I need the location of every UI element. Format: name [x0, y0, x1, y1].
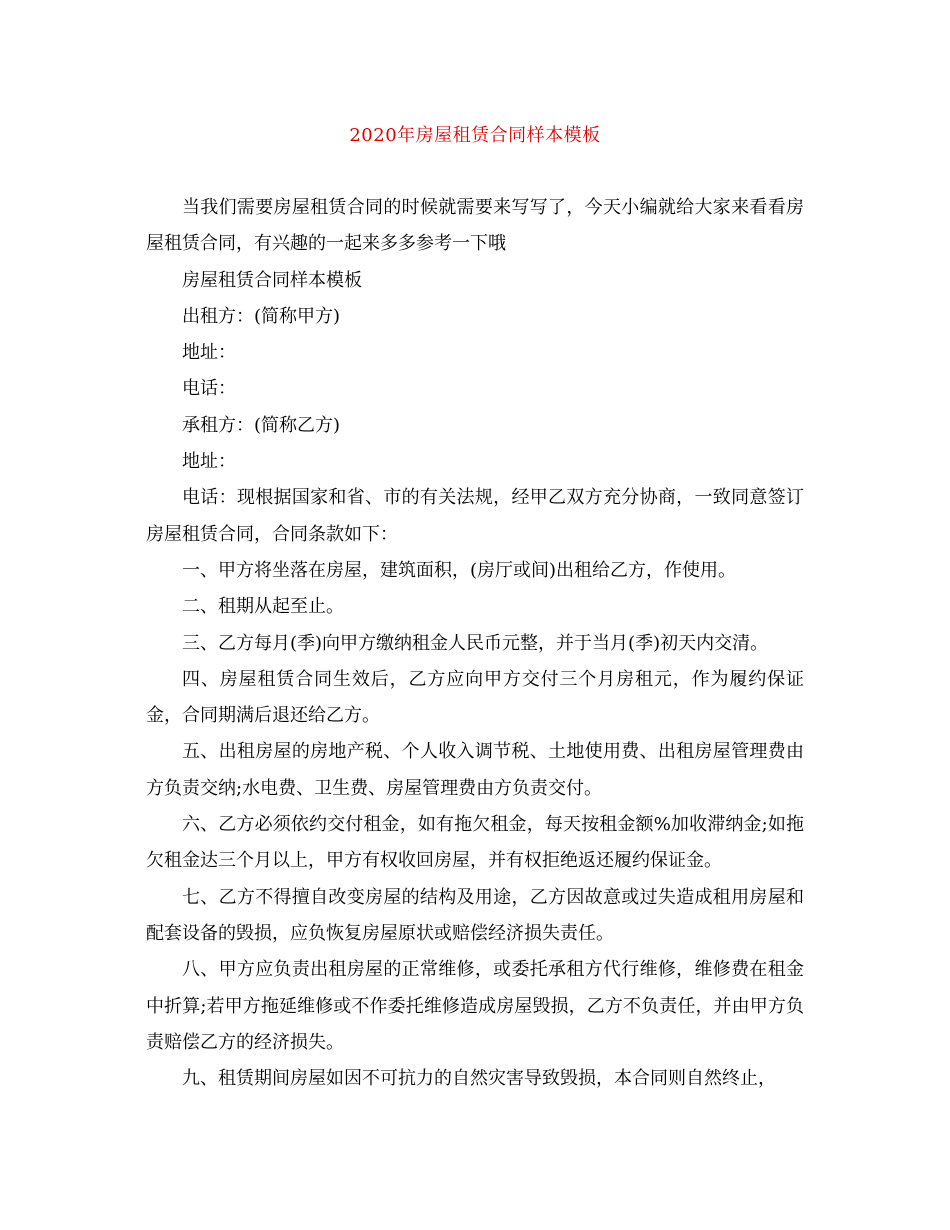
paragraph-clause-1: 一、甲方将坐落在房屋，建筑面积，(房厅或间)出租给乙方，作使用。 — [182, 559, 737, 581]
paragraph-lessor: 出租方：(简称甲方) — [182, 305, 341, 327]
paragraph-clause-5: 五、出租房屋的房地产税、个人收入调节税、土地使用费、出租房屋管理费由方负责交纳;水电费、卫生费、房屋管理费由方负责交付。 — [146, 741, 804, 799]
paragraph-clause-6: 六、乙方必须依约交付租金，如有拖欠租金，每天按租金额%加收滞纳金;如拖欠租金达三个月以上，甲方有权收回房屋，并有权拒绝返还履约保证金。 — [146, 814, 804, 872]
paragraph-lessee-address: 地址： — [182, 451, 236, 473]
paragraph-lessee-phone-preamble: 电话：现根据国家和省、市的有关法规，经甲乙双方充分协商，一致同意签订房屋租赁合同，合同条款如下： — [146, 487, 804, 545]
paragraph-clause-3: 三、乙方每月(季)向甲方缴纳租金人民币元整，并于当月(季)初天内交清。 — [182, 632, 769, 654]
paragraph-clause-9: 九、租赁期间房屋如因不可抗力的自然灾害导致毁损，本合同则自然终止， — [182, 1068, 776, 1090]
paragraph-clause-2: 二、租期从起至止。 — [182, 596, 344, 618]
paragraph-lessee: 承租方：(简称乙方) — [182, 414, 341, 436]
paragraph-clause-4: 四、房屋租赁合同生效后，乙方应向甲方交付三个月房租元，作为履约保证金，合同期满后退还给乙方。 — [146, 668, 804, 727]
document-body — [146, 190, 804, 1097]
paragraph-lessor-address: 地址： — [182, 342, 236, 364]
paragraph-template-heading: 房屋租赁合同样本模板 — [182, 269, 362, 291]
document-title: 2020年房屋租赁合同样本模板 — [349, 125, 601, 146]
paragraph-clause-8: 八、甲方应负责出租房屋的正常维修，或委托承租方代行维修，维修费在租金中折算;若甲方拖延维修或不作委托维修造成房屋毁损，乙方不负责任，并由甲方负责赔偿乙方的经济损失。 — [146, 959, 804, 1053]
paragraph-lessor-phone: 电话： — [182, 378, 236, 400]
paragraph-clause-7: 七、乙方不得擅自改变房屋的结构及用途，乙方因故意或过失造成租用房屋和配套设备的毁损，应负恢复房屋原状或赔偿经济损失责任。 — [146, 886, 804, 944]
paragraph-intro: 当我们需要房屋租赁合同的时候就需要来写写了，今天小编就给大家来看看房屋租赁合同，有兴趣的一起来多多参考一下哦 — [146, 197, 804, 255]
